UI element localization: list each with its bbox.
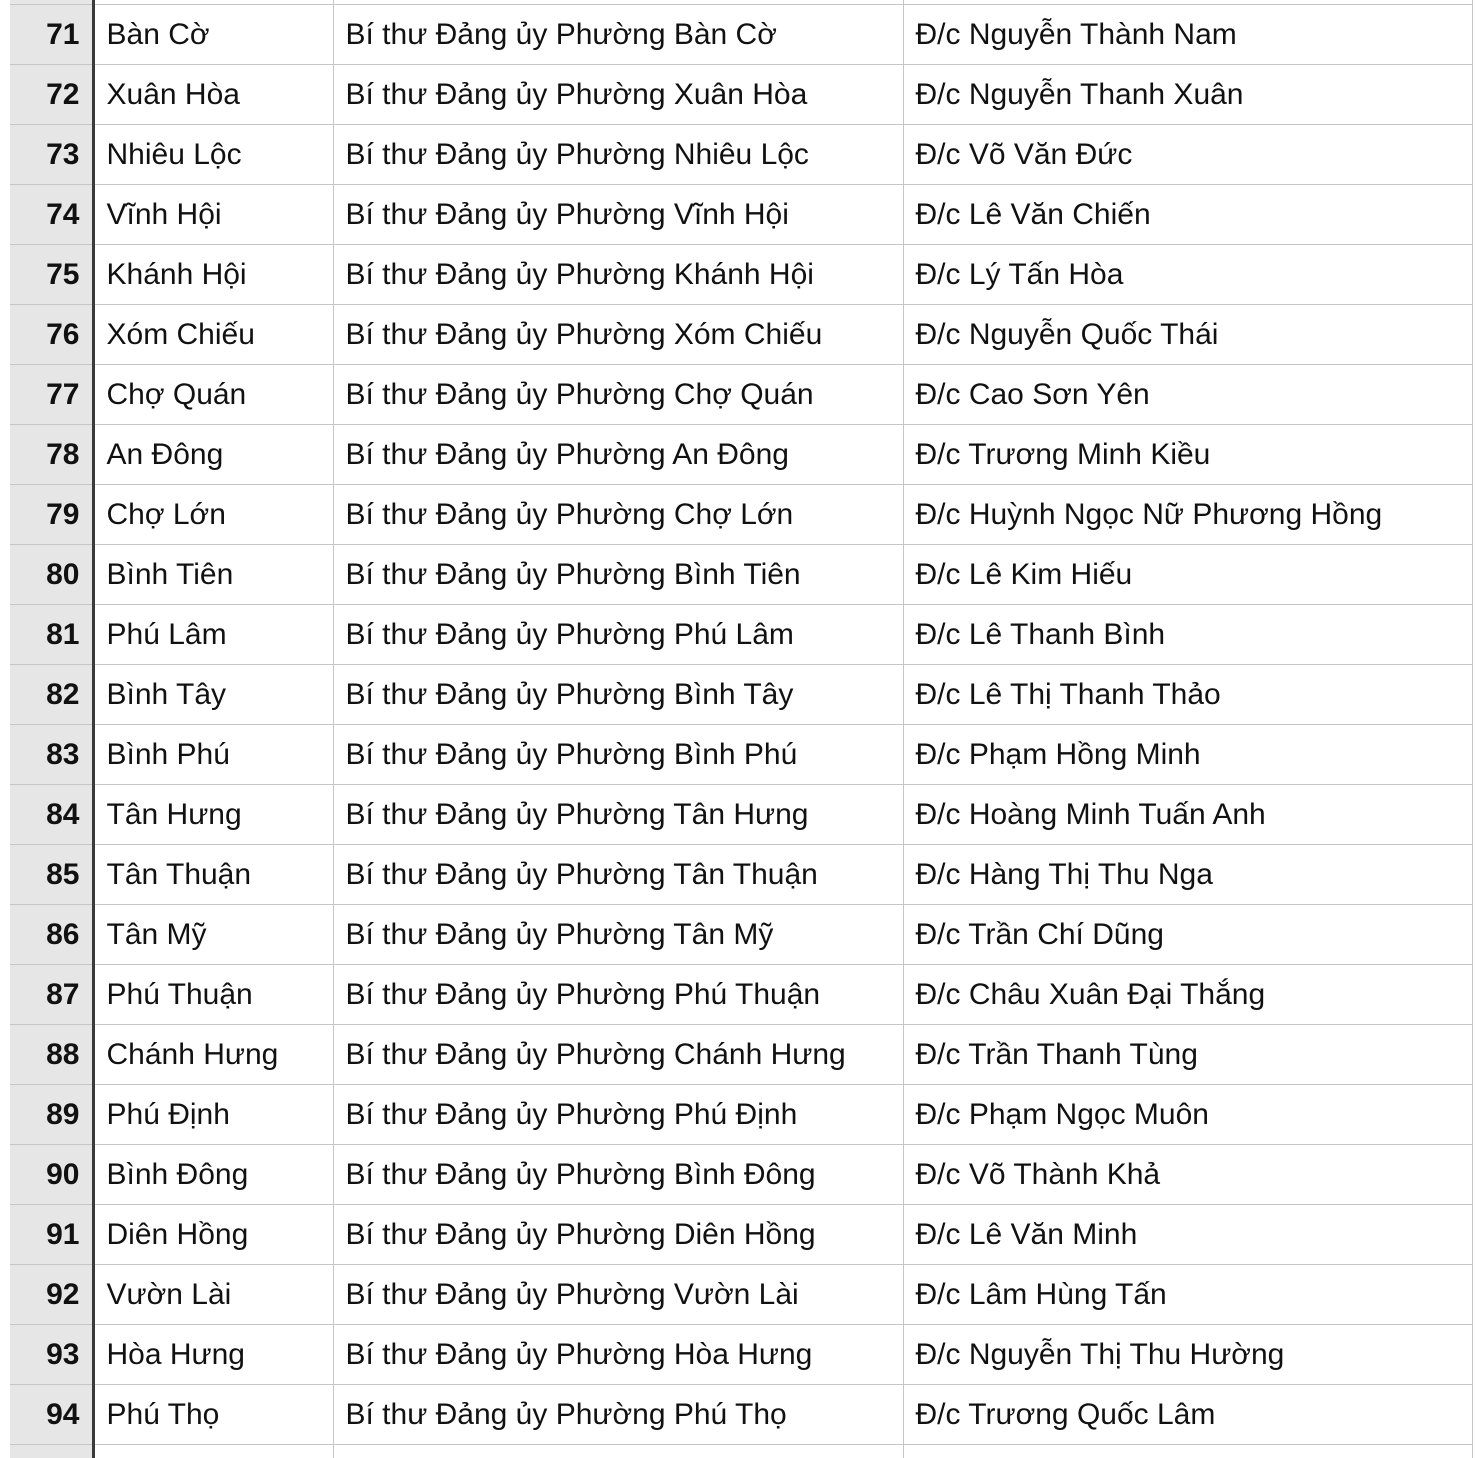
title-cell[interactable]: Bí thư Đảng ủy Phường Chợ Quán [333,365,903,425]
title-cell[interactable]: Bí thư Đảng ủy Phường Phú Thọ [333,1385,903,1445]
name-cell[interactable]: Đ/c Lê Thị Thanh Thảo [903,665,1472,725]
table-row [10,245,1472,305]
ward-cell[interactable]: Xuân Hòa [93,65,333,125]
title-cell[interactable]: Bí thư Đảng ủy Phường An Đông [333,425,903,485]
table-row [10,365,1472,425]
row-number-cell[interactable]: 72 [10,65,93,125]
title-cell[interactable]: Bí thư Đảng ủy Phường Phú Định [333,1085,903,1145]
name-cell[interactable]: Đ/c Lý Tấn Hòa [903,245,1472,305]
table-row [10,305,1472,365]
title-cell[interactable]: Bí thư Đảng ủy Phường Diên Hồng [333,1205,903,1265]
name-cell[interactable]: Đ/c Trần Thanh Tùng [903,1025,1472,1085]
title-cell[interactable]: Bí thư Đảng ủy Phường Chánh Hưng [333,1025,903,1085]
table-row [10,1265,1472,1325]
name-cell[interactable]: Đ/c Trần Chí Dũng [903,905,1472,965]
ward-cell[interactable]: Phú Thọ [93,1385,333,1445]
title-cell[interactable]: Bí thư Đảng ủy Phường Bình Tây [333,665,903,725]
ward-cell[interactable]: Chợ Quán [93,365,333,425]
name-cell[interactable]: Đ/c Nguyễn Thanh Xuân [903,65,1472,125]
table-row [10,1085,1472,1145]
row-number-cell[interactable]: 74 [10,185,93,245]
name-cell[interactable]: Đ/c Trương Minh Kiều [903,425,1472,485]
name-cell[interactable]: Đ/c Cao Sơn Yên [903,365,1472,425]
table-row [10,1025,1472,1085]
row-number-cell[interactable]: 84 [10,785,93,845]
row-number-cell[interactable]: 71 [10,5,93,65]
title-cell[interactable]: Bí thư Đảng ủy Phường Phú Lâm [333,605,903,665]
row-number-cell[interactable]: 73 [10,125,93,185]
row-number-cell[interactable]: 82 [10,665,93,725]
row-number-cell[interactable] [10,1445,93,1458]
table-row [10,725,1472,785]
table-row [10,545,1472,605]
row-number-cell[interactable]: 88 [10,1025,93,1085]
table-row [10,485,1472,545]
ward-cell[interactable]: Phú Thuận [93,965,333,1025]
data-table [10,0,1473,1458]
row-number-cell[interactable]: 76 [10,305,93,365]
title-cell[interactable]: Bí thư Đảng ủy Phường Hòa Hưng [333,1325,903,1385]
table-row [10,605,1472,665]
row-number-cell[interactable]: 83 [10,725,93,785]
name-cell[interactable]: Đ/c Huỳnh Ngọc Nữ Phương Hồng [903,485,1472,545]
table-row [10,425,1472,485]
ward-cell[interactable]: Phú Lâm [93,605,333,665]
table-row [10,1145,1472,1205]
name-cell[interactable]: Đ/c Châu Xuân Đại Thắng [903,965,1472,1025]
name-cell[interactable]: Đ/c Trương Quốc Lâm [903,1385,1472,1445]
ward-cell[interactable]: Khánh Hội [93,245,333,305]
ward-cell[interactable]: Chánh Hưng [93,1025,333,1085]
ward-cell[interactable]: Bình Đông [93,1145,333,1205]
name-cell[interactable]: Đ/c Lê Văn Chiến [903,185,1472,245]
ward-cell[interactable]: Tân Thuận [93,845,333,905]
ward-cell[interactable]: Hòa Hưng [93,1325,333,1385]
name-cell[interactable]: Đ/c Lâm Hùng Tấn [903,1265,1472,1325]
title-cell[interactable]: Bí thư Đảng ủy Phường Xóm Chiếu [333,305,903,365]
name-cell[interactable]: Đ/c Lê Văn Minh [903,1205,1472,1265]
title-cell[interactable]: Bí thư Đảng ủy Phường Xuân Hòa [333,65,903,125]
ward-cell[interactable]: Tân Hưng [93,785,333,845]
name-cell[interactable]: Đ/c Hoàng Minh Tuấn Anh [903,785,1472,845]
name-cell[interactable]: Đ/c Nguyễn Thị Thu Hường [903,1325,1472,1385]
title-cell[interactable]: Bí thư Đảng ủy Phường Tân Mỹ [333,905,903,965]
name-cell[interactable]: Đ/c Nguyễn Thành Nam [903,5,1472,65]
row-number-cell[interactable]: 89 [10,1085,93,1145]
ward-cell[interactable]: Diên Hồng [93,1205,333,1265]
table-row [10,965,1472,1025]
table-row [10,1205,1472,1265]
ward-cell[interactable]: Tân Mỹ [93,905,333,965]
table-row [10,1325,1472,1385]
title-cell[interactable]: Bí thư Đảng ủy Phường Bình Đông [333,1145,903,1205]
table-body [10,0,1472,1458]
title-cell[interactable]: Bí thư Đảng ủy Phường Tân Thuận [333,845,903,905]
ward-cell[interactable]: Vườn Lài [93,1265,333,1325]
ward-cell[interactable] [93,1445,333,1458]
title-cell[interactable]: Bí thư Đảng ủy Phường Tân Hưng [333,785,903,845]
title-cell[interactable]: Bí thư Đảng ủy Phường Nhiêu Lộc [333,125,903,185]
table-row [10,665,1472,725]
row-number-cell[interactable]: 90 [10,1145,93,1205]
name-cell[interactable]: Đ/c Võ Thành Khả [903,1145,1472,1205]
row-number-cell[interactable]: 92 [10,1265,93,1325]
name-cell[interactable]: Đ/c Phạm Ngọc Muôn [903,1085,1472,1145]
ward-cell[interactable]: Bình Tây [93,665,333,725]
table-row [10,785,1472,845]
row-number-cell[interactable]: 91 [10,1205,93,1265]
ward-cell[interactable]: Bình Tiên [93,545,333,605]
row-number-cell[interactable]: 77 [10,365,93,425]
ward-cell[interactable]: Bàn Cờ [93,5,333,65]
table-row-partial-bottom [10,1445,1472,1458]
title-cell[interactable]: Bí thư Đảng ủy Phường Bình Tiên [333,545,903,605]
ward-cell[interactable]: Chợ Lớn [93,485,333,545]
name-cell[interactable]: Đ/c Lê Kim Hiếu [903,545,1472,605]
title-cell[interactable] [333,1445,903,1458]
row-number-cell[interactable]: 80 [10,545,93,605]
row-number-cell[interactable]: 78 [10,425,93,485]
title-cell[interactable]: Bí thư Đảng ủy Phường Phú Thuận [333,965,903,1025]
title-cell[interactable]: Bí thư Đảng ủy Phường Vĩnh Hội [333,185,903,245]
row-number-cell[interactable]: 93 [10,1325,93,1385]
table-row [10,5,1472,65]
row-number-cell[interactable]: 87 [10,965,93,1025]
row-number-cell[interactable]: 86 [10,905,93,965]
name-cell[interactable]: Đ/c Phạm Hồng Minh [903,725,1472,785]
name-cell[interactable]: Đ/c Võ Văn Đức [903,125,1472,185]
title-cell[interactable]: Bí thư Đảng ủy Phường Khánh Hội [333,245,903,305]
table-row [10,905,1472,965]
table-row [10,125,1472,185]
title-cell[interactable]: Bí thư Đảng ủy Phường Bình Phú [333,725,903,785]
name-cell[interactable]: Đ/c Nguyễn Quốc Thái [903,305,1472,365]
ward-cell[interactable]: Phú Định [93,1085,333,1145]
title-cell[interactable]: Bí thư Đảng ủy Phường Chợ Lớn [333,485,903,545]
row-number-cell[interactable]: 85 [10,845,93,905]
row-number-cell[interactable]: 75 [10,245,93,305]
row-number-cell[interactable]: 81 [10,605,93,665]
table-row [10,65,1472,125]
table-row [10,1385,1472,1445]
name-cell[interactable]: Đ/c Lê Thanh Bình [903,605,1472,665]
ward-cell[interactable]: Bình Phú [93,725,333,785]
title-cell[interactable]: Bí thư Đảng ủy Phường Vườn Lài [333,1265,903,1325]
row-number-cell[interactable]: 79 [10,485,93,545]
name-cell[interactable] [903,1445,1472,1458]
name-cell[interactable]: Đ/c Hàng Thị Thu Nga [903,845,1472,905]
row-number-cell[interactable]: 94 [10,1385,93,1445]
ward-cell[interactable]: Vĩnh Hội [93,185,333,245]
title-cell[interactable]: Bí thư Đảng ủy Phường Bàn Cờ [333,5,903,65]
table-row [10,845,1472,905]
table-row [10,185,1472,245]
ward-cell[interactable]: Nhiêu Lộc [93,125,333,185]
ward-cell[interactable]: An Đông [93,425,333,485]
ward-cell[interactable]: Xóm Chiếu [93,305,333,365]
